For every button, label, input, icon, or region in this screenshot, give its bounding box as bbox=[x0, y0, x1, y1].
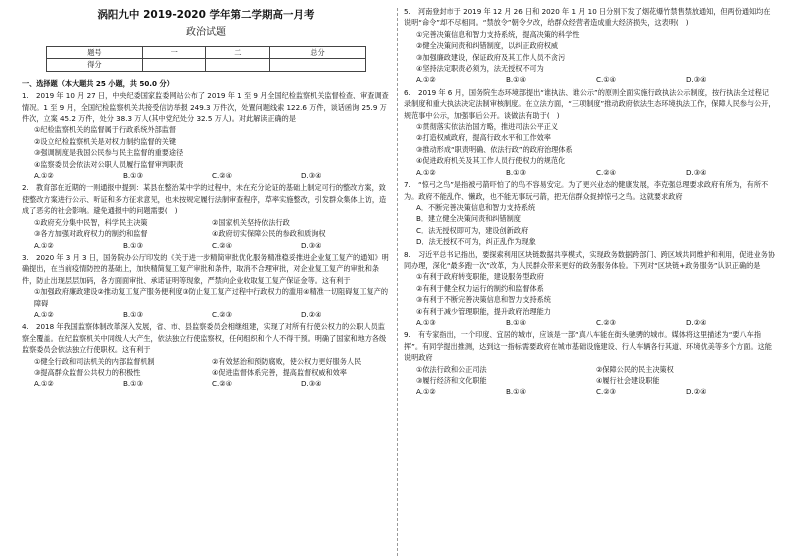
question-option: ①加强政府廉政建设②推动复工复产服务便利度③防止复工复产过程中行政权力的滥用④精准一切阻碍复工复产的障碍 bbox=[34, 287, 389, 308]
choice-c: C.②④ bbox=[212, 171, 233, 181]
choice-a: A.①② bbox=[416, 75, 436, 85]
question-stem: 6. 2019 年 6 月，国务院生态环境部提出“谁执法、谁公示”的原则全面实施行政执法公示制度，按行执法全过程记录制度和重大执法决定法制审核制度。在立法方面，“三项制度”推动政府依法生态环境执法工作，保障人民参与公开，规范事中公示，加强事后公开。谈做法有助于( ) bbox=[404, 87, 776, 120]
score-cell: 题号 bbox=[47, 47, 143, 59]
question-option: ②有利于健全权力运行的制约和监督体系 bbox=[416, 283, 544, 293]
question-option: ②设立纪检监察机关是对权力制约监督的关键 bbox=[34, 136, 177, 146]
choice-a: A.①② bbox=[416, 387, 436, 397]
question-option: ②打造权威政府，提高行政水平和工作效率 bbox=[416, 133, 551, 143]
question-option: C．法无授权即可为，建设创新政府 bbox=[416, 225, 529, 235]
score-cell: 一 bbox=[142, 47, 206, 59]
score-table bbox=[46, 46, 366, 72]
choice-d: D.③④ bbox=[301, 379, 322, 389]
question-option: ②健全决策问责和纠错制度，以纠正政府权威 bbox=[416, 41, 559, 51]
answer-choices bbox=[404, 317, 776, 328]
question-option: ④履行社会建设职能 bbox=[596, 376, 660, 385]
question-stem: 7. “惊弓之鸟”是指被弓箭吓怕了的鸟不容易安定。为了更兴业态的健康发展，李克强总理要求政府有所为，有所不为。政府不能乱作、懒政，也不能无事玩弓箭，把无信群众捉掉惊弓之鸟。这就要求政府 bbox=[404, 180, 769, 201]
question-option: ①政府充分集中民智，科学民主决策 bbox=[34, 217, 148, 227]
option-pair bbox=[404, 364, 776, 375]
choice-d: D.②④ bbox=[301, 309, 322, 319]
choice-d: D.②④ bbox=[686, 387, 707, 397]
question-stem: 1. 2019 年 10 月 27 日，中央纪委国家监委网站公布了 2019 年 1 至 9 月全国纪检监察机关监督检查、审查调查情况。1 至 9 月，全国纪检监察机关共接受信访举报 249.3 万件次，处置问题线索 122.6 万件，谈话函询 25.9 万件次，立案 45.2 万件，处分 38.3 万人(其中党纪处分 32.5 万人)。对此解读正确的是 bbox=[22, 91, 389, 124]
question-stem: 5. 河南登封市于 2019 年 12 月 26 日和 2020 年 1 月 10 日分别下发了烟花爆竹禁售禁放通知，但两份通知均在说明“命令”却不尽相同。“禁放令”朝令夕改，给群众经营者造成重大经济损失，这表明( ) bbox=[404, 7, 771, 28]
choice-b: B.①③ bbox=[123, 171, 143, 181]
question-option: ①健全行政和司法机关的内部监督机制 bbox=[34, 356, 155, 366]
choice-b: B.①④ bbox=[506, 387, 526, 397]
choice-a: A.①② bbox=[34, 171, 54, 181]
choice-b: B.①④ bbox=[506, 317, 526, 327]
question-7 bbox=[404, 179, 776, 247]
question-option: B．建立健全决策问责和纠错制度 bbox=[416, 214, 521, 224]
answer-choices bbox=[404, 386, 776, 397]
question-option: ③推动形成“职责明确、依法行政”的政府治理体系 bbox=[416, 144, 573, 154]
score-cell bbox=[206, 59, 270, 71]
question-stem: 9. 有专家指出，一个印度、宜居的城市，应该是一部“真八车能在街头驰骋的城市。媒体将这里描述为“要八车指挥”。有同学提出推测，达到这一指标需要政府在城市基础设施建设、行人车辆各行其道、环境优美等多个方面。这能说明政府 bbox=[404, 330, 772, 363]
choice-c: C.①④ bbox=[596, 75, 617, 85]
question-option: ④政府切实保障公民的参政和质询权 bbox=[212, 229, 326, 239]
exam-subtitle: 政治试题 bbox=[186, 27, 226, 38]
column-divider bbox=[397, 8, 398, 556]
score-cell: 二 bbox=[206, 47, 270, 59]
question-5 bbox=[404, 6, 776, 86]
question-option: ③履行经济和文化职能 bbox=[416, 376, 487, 385]
choice-a: A.①② bbox=[34, 379, 54, 389]
question-option: ②国家机关坚持依法行政 bbox=[212, 217, 290, 227]
option-pair bbox=[22, 217, 390, 228]
question-option: ①依法行政和公正司法 bbox=[416, 364, 487, 374]
score-cell: 总分 bbox=[270, 47, 366, 59]
answer-choices bbox=[22, 240, 390, 251]
question-stem: 3. 2020 年 3 月 3 日，国务院办公厅印发的《关于进一步精简审批优化服务精准稳妥推进企业复工复产的通知》明确提出，在当前疫情防控的基础上，加快精简复工复产审批和条件，取消不合理审批，对企业复工复产的审批和条件，防止出现层层加码，各方面面审批、承诺证明等现象，严禁向企业收取复工复产保证金等。这有利于 bbox=[22, 252, 389, 285]
answer-choices bbox=[22, 378, 390, 389]
score-table-row bbox=[47, 47, 366, 59]
choice-b: B.①③ bbox=[123, 240, 143, 250]
question-option: ③有利于不断完善决策信息和智力支持系统 bbox=[416, 295, 551, 305]
answer-choices bbox=[404, 167, 776, 178]
question-option: ③加强廉政建设，保证政府及其工作人员不贪污 bbox=[416, 52, 566, 62]
score-table-row bbox=[47, 59, 366, 71]
question-2 bbox=[22, 182, 390, 250]
section-title: 一、选择题（本大题共 25 小题，共 50.0 分） bbox=[22, 78, 174, 88]
question-option: ③各方加强对政府权力的制约和监督 bbox=[34, 229, 148, 239]
question-6 bbox=[404, 87, 776, 178]
choice-b: B.①③ bbox=[123, 379, 143, 389]
choice-c: C.②③ bbox=[212, 309, 233, 319]
answer-choices bbox=[22, 309, 390, 320]
choice-b: B.①③ bbox=[123, 309, 143, 319]
question-option: ④坚持法定职责必须为，法无授权不可为 bbox=[416, 64, 544, 74]
question-option: ③提高群众监督公共权力的积极性 bbox=[34, 367, 141, 377]
question-4 bbox=[22, 321, 390, 389]
choice-d: D.③④ bbox=[301, 240, 322, 250]
question-option: ④促进监督体系完善，提高监督权威和效率 bbox=[212, 367, 347, 377]
score-cell bbox=[142, 59, 206, 71]
question-stem: 4. 2018 年我国监察体制改革深入发展，省、市、县监察委员会相继组建，实现了对所有行使公权力的公职人员监察全覆盖。在纪监察机关中同级人大产生，依法独立行使监察权，任何组织和个人不得干预。明确了国家和地方各级监察委员会依法独立行使职权。这有利于 bbox=[22, 322, 387, 355]
answer-choices bbox=[404, 74, 776, 85]
question-option: D．法无授权不可为，纠正乱作为现象 bbox=[416, 237, 536, 247]
question-3 bbox=[22, 252, 390, 320]
question-option: A．不断完善决策信息和智力支持系统 bbox=[416, 202, 536, 212]
choice-c: C.②④ bbox=[596, 167, 617, 177]
choice-a: A.①② bbox=[34, 240, 54, 250]
right-column bbox=[404, 6, 776, 399]
question-option: ④促进政府机关及其工作人员行使权力的规范化 bbox=[416, 156, 566, 166]
question-option: ③强调制度是我国公民参与民主监督的重要途径 bbox=[34, 148, 184, 158]
question-stem: 8. 习近平总书记指出，要探索利用区块链数据共享模式，实现政务数据跨部门、跨区域共同维护和利用，促进业务协同办理，深化“最多跑一次”改革，为人民群众带来更好的政务服务体验。下列对“区块链+政务服务”认识正确的是 bbox=[404, 249, 775, 270]
question-option: ①有利于政府转变职能，建设服务型政府 bbox=[416, 272, 544, 282]
question-option: ①完善决策信息和智力支持系统，提高决策的科学性 bbox=[416, 29, 580, 39]
question-option: ①纪检监察机关的监督属于行政系统外部监督 bbox=[34, 125, 177, 135]
choice-c: C.②④ bbox=[212, 379, 233, 389]
score-cell: 得分 bbox=[47, 59, 143, 71]
question-option: ④监察委员会依法对公职人员履行监督审判职责 bbox=[34, 159, 184, 169]
question-option: ④有利于减少管理职能，提升政府治理能力 bbox=[416, 306, 551, 316]
answer-choices bbox=[22, 170, 390, 181]
question-option: ①贯彻落实依法治国方略，推进司法公平正义 bbox=[416, 122, 559, 132]
choice-d: D.③④ bbox=[301, 171, 322, 181]
choice-d: D.②④ bbox=[686, 317, 707, 327]
question-9 bbox=[404, 329, 776, 397]
option-pair bbox=[22, 367, 390, 378]
choice-c: C.②③ bbox=[596, 317, 617, 327]
choice-c: C.②④ bbox=[212, 240, 233, 250]
question-option: ②有效惩治和预防腐败，使公权力更好服务人民 bbox=[212, 356, 362, 366]
choice-d: D.③④ bbox=[686, 167, 707, 177]
question-1 bbox=[22, 90, 390, 181]
score-cell bbox=[270, 59, 366, 71]
question-8 bbox=[404, 249, 776, 329]
exam-title: 涡阳九中 2019-2020 学年第二学期高一月考 bbox=[97, 9, 315, 21]
choice-d: D.③④ bbox=[686, 75, 707, 85]
left-column bbox=[22, 6, 390, 391]
choice-a: A.①③ bbox=[416, 317, 436, 327]
question-stem: 2. 教育部在近期的一则通报中提到：某县在整治某中学的过程中，未在充分论证的基础上制定可行的整改方案，致使整改方案进行公示、听证和多方征求意见，也未按规定履行法制审查程序，草率实施整改，引发群众集体上访，造成了恶劣的社会影响。避免通报中的问题需要( ) bbox=[22, 183, 387, 216]
choice-a: A.①② bbox=[416, 167, 436, 177]
option-pair bbox=[404, 375, 776, 386]
choice-b: B.①③ bbox=[506, 167, 526, 177]
option-pair bbox=[22, 356, 390, 367]
choice-b: B.①④ bbox=[506, 75, 526, 85]
option-pair bbox=[22, 228, 390, 239]
choice-c: C.②③ bbox=[596, 387, 617, 397]
choice-a: A.①② bbox=[34, 309, 54, 319]
question-option: ②保障公民的民主决策权 bbox=[596, 364, 674, 374]
